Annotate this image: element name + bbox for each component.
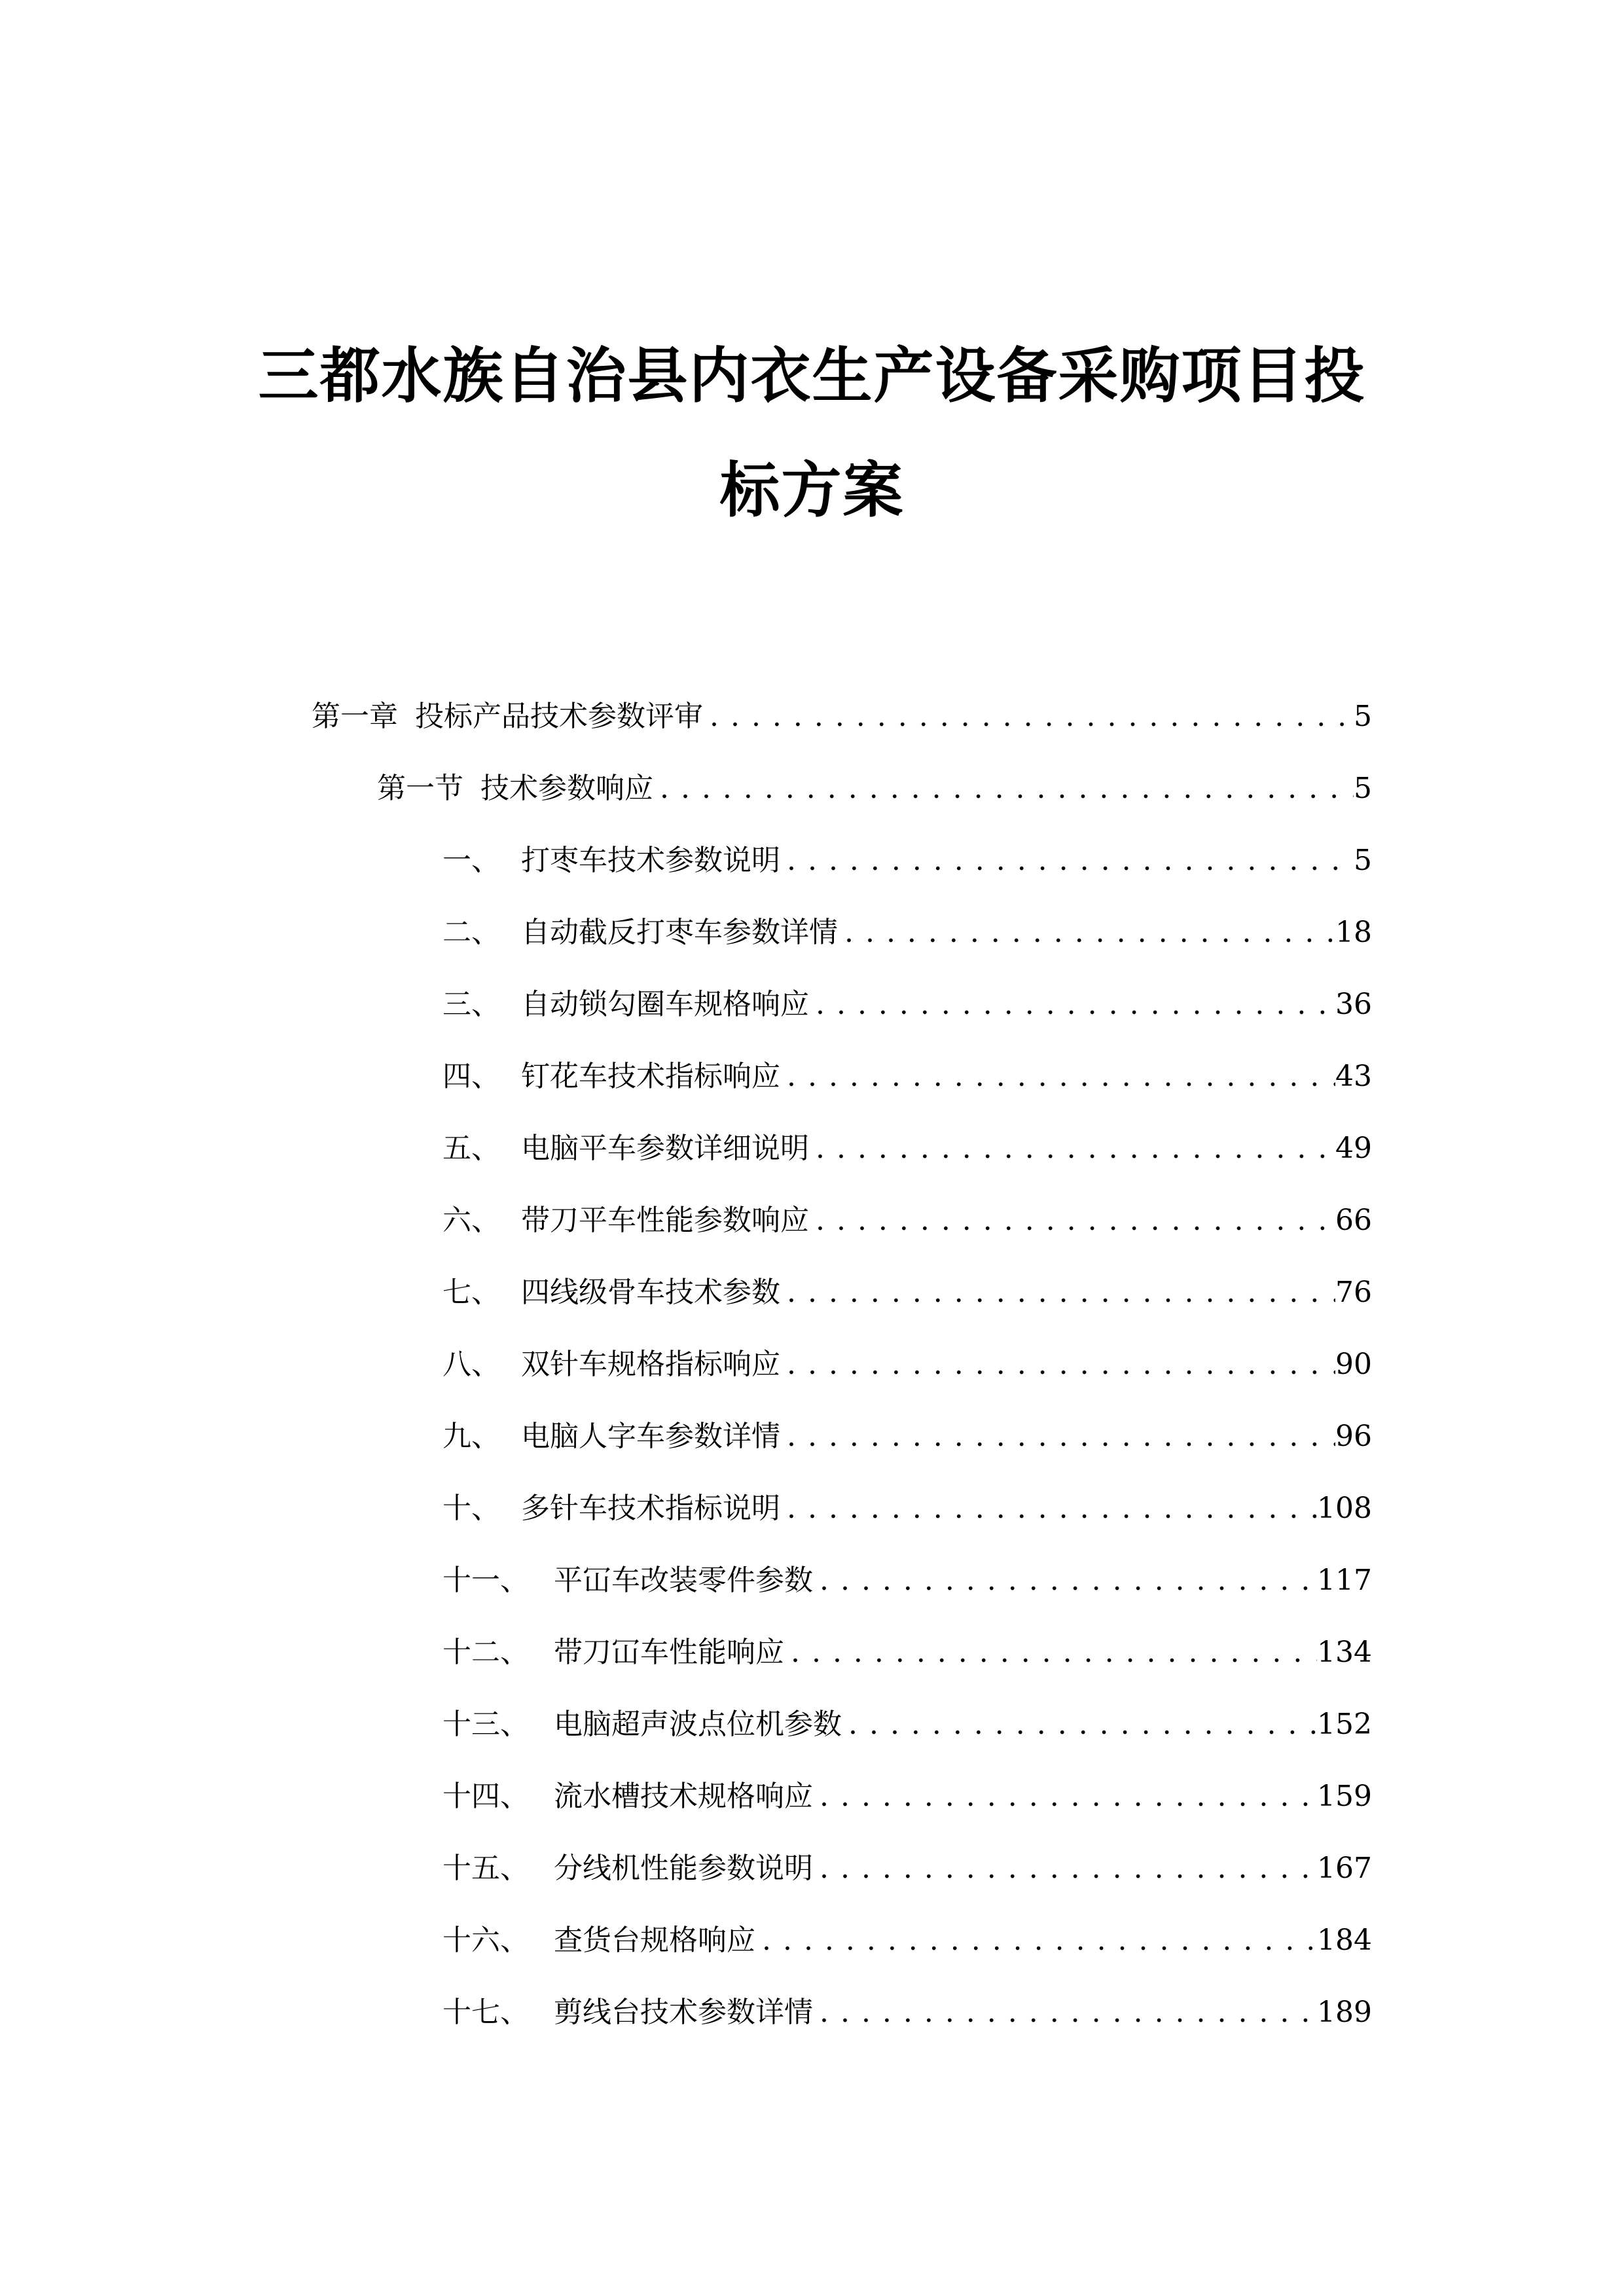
toc-entry-number: 第一章 [312,700,398,733]
toc-entry-page: 90 [1335,1348,1372,1381]
toc-entry-number: 十三、 [442,1708,529,1741]
dot-leader [780,1270,1335,1316]
toc-entry-page: 5 [1354,772,1372,805]
dot-leader [813,1990,1317,2036]
toc-entry-page: 167 [1317,1852,1372,1885]
toc-entry-title: 流水槽技术规格响应 [554,1780,813,1813]
dot-leader [653,766,1354,812]
document-title-line-2: 标方案 [719,456,905,526]
toc-entry-page: 184 [1317,1924,1372,1957]
toc-entry-title: 电脑平车参数详细说明 [521,1132,809,1165]
dot-leader [703,694,1354,740]
toc-entry-number: 十一、 [442,1564,529,1597]
dot-leader [813,1558,1317,1604]
toc-entry-page: 152 [1317,1708,1372,1741]
toc-entry-item[interactable] [442,1702,1372,1748]
toc-entry-page: 189 [1317,1996,1372,2029]
toc-entry-title: 投标产品技术参数评审 [415,700,703,733]
toc-entry-number: 十五、 [442,1852,529,1885]
toc-entry-title: 打枣车技术参数说明 [521,844,780,877]
toc-entry-item[interactable] [442,1198,1372,1244]
toc-entry-title: 电脑超声波点位机参数 [554,1708,842,1741]
toc-entry-item[interactable] [442,1342,1372,1388]
toc-entry-item[interactable] [442,982,1372,1028]
toc-entry-title: 自动锁勾圈车规格响应 [521,988,809,1021]
toc-entry-page: 49 [1335,1132,1372,1165]
toc-entry-item[interactable] [442,1558,1372,1604]
toc-entry-item[interactable] [442,1270,1372,1316]
toc-entry-title: 带刀冚车性能响应 [554,1636,784,1669]
toc-entry-number: 七、 [442,1276,500,1309]
toc-entry-page: 117 [1317,1564,1372,1597]
dot-leader [809,1198,1335,1244]
toc-entry-item[interactable] [442,1054,1372,1100]
dot-leader [838,910,1335,956]
toc-entry-item[interactable] [442,1414,1372,1460]
toc-entry-page: 43 [1335,1060,1372,1093]
toc-entry-item[interactable] [442,1846,1372,1892]
dot-leader [780,1342,1335,1388]
dot-leader [780,1054,1335,1100]
toc-entry-number: 十四、 [442,1780,529,1813]
toc-entry-title: 剪线台技术参数详情 [554,1996,813,2029]
dot-leader [842,1702,1317,1748]
dot-leader [780,838,1354,884]
toc-entry-item[interactable] [442,1630,1372,1676]
toc-entry-number: 四、 [442,1060,500,1093]
toc-entry-number: 九、 [442,1420,500,1453]
dot-leader [813,1774,1317,1820]
toc-entry-page: 5 [1354,844,1372,877]
dot-leader [809,1126,1335,1172]
toc-entry-page: 18 [1335,916,1372,949]
toc-entry-title: 平冚车改装零件参数 [554,1564,813,1597]
dot-leader [780,1486,1317,1532]
toc-entry-item[interactable] [442,1990,1372,2036]
toc-entry-number: 六、 [442,1204,500,1237]
toc-entry-title: 带刀平车性能参数响应 [521,1204,809,1237]
toc-entry-number: 二、 [442,916,500,949]
toc-entry-title: 钉花车技术指标响应 [521,1060,780,1093]
toc-entry-page: 66 [1335,1204,1372,1237]
toc-entry-page: 5 [1354,700,1372,733]
toc-entry-item[interactable] [442,1774,1372,1820]
toc-entry-number: 第一节 [377,772,463,805]
toc-entry-title: 双针车规格指标响应 [521,1348,780,1381]
toc-entry-number: 十七、 [442,1996,529,2029]
toc-entry-page: 159 [1317,1780,1372,1813]
toc-entry-number: 十六、 [442,1924,529,1957]
toc-entry-title: 四线级骨车技术参数 [521,1276,780,1309]
toc-entry-item[interactable] [442,1126,1372,1172]
toc-entry-number: 三、 [442,988,500,1021]
dot-leader [784,1630,1317,1676]
dot-leader [755,1918,1317,1964]
toc-entry-number: 一、 [442,844,500,877]
toc-entry-title: 自动截反打枣车参数详情 [521,916,838,949]
toc-entry-title: 分线机性能参数说明 [554,1852,813,1885]
toc-entry-number: 十二、 [442,1636,529,1669]
toc-entry-item[interactable] [442,910,1372,956]
toc-entry-page: 36 [1335,988,1372,1021]
toc-entry-title: 多针车技术指标说明 [521,1492,780,1525]
toc-entry-number: 八、 [442,1348,500,1381]
toc-entry-title: 技术参数响应 [480,772,653,805]
dot-leader [809,982,1335,1028]
dot-leader [813,1846,1317,1892]
toc-entry-item[interactable] [442,838,1372,884]
toc-entry-item[interactable] [442,1918,1372,1964]
toc-entry-page: 134 [1317,1636,1372,1669]
toc-entry-section-1[interactable] [377,766,1372,812]
toc-entry-title: 电脑人字车参数详情 [521,1420,780,1453]
toc-entry-page: 76 [1335,1276,1372,1309]
toc-entry-number: 十、 [442,1492,500,1525]
dot-leader [780,1414,1335,1460]
toc-entry-title: 查货台规格响应 [554,1924,755,1957]
toc-entry-page: 108 [1317,1492,1372,1525]
toc-entry-page: 96 [1335,1420,1372,1453]
toc-entry-item[interactable] [442,1486,1372,1532]
toc-entry-number: 五、 [442,1132,500,1165]
document-title-line-1: 三都水族自治县内衣生产设备采购项目投 [258,341,1366,411]
toc-entry-chapter-1[interactable] [312,694,1372,740]
